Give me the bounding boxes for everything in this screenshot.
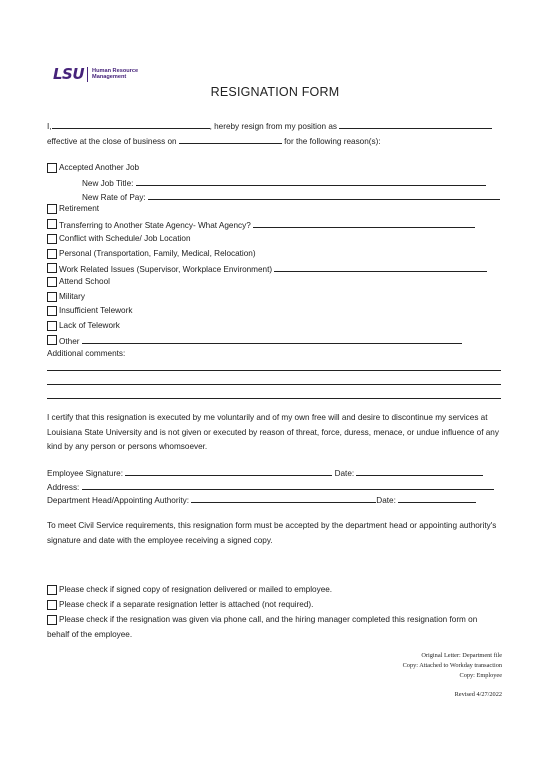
retirement-checkbox[interactable] [47,204,57,214]
page-title: RESIGNATION FORM [210,85,340,99]
new-rate-of-pay-label: New Rate of Pay: [82,193,146,202]
intro-line-1 [47,120,492,132]
address-label: Address: [47,483,80,492]
conflict-label: Conflict with Schedule/ Job Location [59,234,191,243]
logo-text-line2: Management [92,74,127,80]
dept-head-signature-field[interactable] [191,494,376,503]
insufficient-telework-label: Insufficient Telework [59,306,133,315]
logo-mark: LSU [53,65,85,83]
civil-service-text: To meet Civil Service requirements, this resignation form must be accepted by the department head or appointing authority's signature and date with the employee receiving a signed copy. [47,521,497,545]
transferring-row [59,219,475,231]
insufficient-telework-checkbox[interactable] [47,306,57,316]
intro-line-2 [47,135,381,147]
retirement-label: Retirement [59,204,100,213]
dept-head-date-label: Date: [376,496,396,505]
work-related-checkbox[interactable] [47,263,57,273]
phone-call-label: Please check if the resignation was given via phone call, and the hiring manager completed this resignation form on [59,615,478,624]
accepted-job-label: Accepted Another Job [59,163,140,172]
footer-original-letter: Original Letter: Department file [421,652,502,659]
new-job-title-row [82,177,486,189]
work-related-field[interactable] [274,263,487,272]
comments-line-1[interactable] [47,370,501,371]
other-label: Other [59,337,80,346]
address-row [47,481,494,493]
work-related-label: Work Related Issues (Supervisor, Workplace Environment) [59,265,273,274]
dept-head-date-field[interactable] [398,494,476,503]
dept-head-row [47,494,476,506]
conflict-checkbox[interactable] [47,234,57,244]
new-job-title-field[interactable] [136,177,486,186]
logo-text-line1: Human Resource [92,68,139,74]
intro-middle: , hereby resign from my position as [209,122,337,131]
attend-school-checkbox[interactable] [47,277,57,287]
personal-label: Personal (Transportation, Family, Medical, Relocation) [59,249,256,258]
intro-prefix: I, [47,122,52,131]
lsu-hrm-logo [53,66,138,82]
comments-line-2[interactable] [47,384,501,385]
transferring-checkbox[interactable] [47,219,57,229]
separate-letter-checkbox[interactable] [47,600,57,610]
employee-date-field[interactable] [356,467,483,476]
new-rate-of-pay-field[interactable] [148,191,500,200]
employee-signature-field[interactable] [125,467,332,476]
certification-text: I certify that this resignation is executed by me voluntarily and of my own free will and desire to discontinue my services at Louisiana State University and is not given or executed by reason of threat, force, duress, menace, or undue influence of any kind by any person or persons whomsoever. [47,413,499,451]
effective-date-field[interactable] [179,135,282,144]
signed-copy-checkbox[interactable] [47,585,57,595]
other-field[interactable] [82,335,462,344]
dept-head-label: Department Head/Appointing Authority: [47,496,190,505]
agency-field[interactable] [253,219,475,228]
phone-call-checkbox[interactable] [47,615,57,625]
work-related-row [59,263,487,275]
military-checkbox[interactable] [47,292,57,302]
new-rate-of-pay-row [82,191,500,203]
employee-signature-label: Employee Signature: [47,469,124,478]
separate-letter-label: Please check if a separate resignation letter is attached (not required). [59,600,314,609]
other-row [59,335,462,347]
new-job-title-label: New Job Title: [82,179,134,188]
comments-line-3[interactable] [47,398,501,399]
signed-copy-label: Please check if signed copy of resignation delivered or mailed to employee. [59,585,333,594]
employee-signature-row [47,467,483,479]
lack-telework-label: Lack of Telework [59,321,120,330]
employee-date-label: Date: [334,469,355,478]
accepted-job-checkbox[interactable] [47,163,57,173]
transferring-label: Transferring to Another State Agency- What Agency? [59,221,251,230]
phone-call-label-cont: behalf of the employee. [47,630,133,639]
employee-name-field[interactable] [52,120,210,129]
personal-checkbox[interactable] [47,249,57,259]
other-checkbox[interactable] [47,335,57,345]
footer-copy-employee: Copy: Employee [459,672,502,679]
intro-line2-prefix: effective at the close of business on [47,137,177,146]
lack-telework-checkbox[interactable] [47,321,57,331]
military-label: Military [59,292,85,301]
logo-text [92,68,138,80]
intro-line2-suffix: for the following reason(s): [284,137,381,146]
footer-copy-workday: Copy: Attached to Workday transaction [402,662,502,669]
address-field[interactable] [82,481,494,490]
footer-revised-date: Revised 4/27/2022 [454,691,502,698]
attend-school-label: Attend School [59,277,110,286]
logo-divider [87,67,88,82]
additional-comments-label: Additional comments: [47,349,126,358]
position-field[interactable] [339,120,492,129]
